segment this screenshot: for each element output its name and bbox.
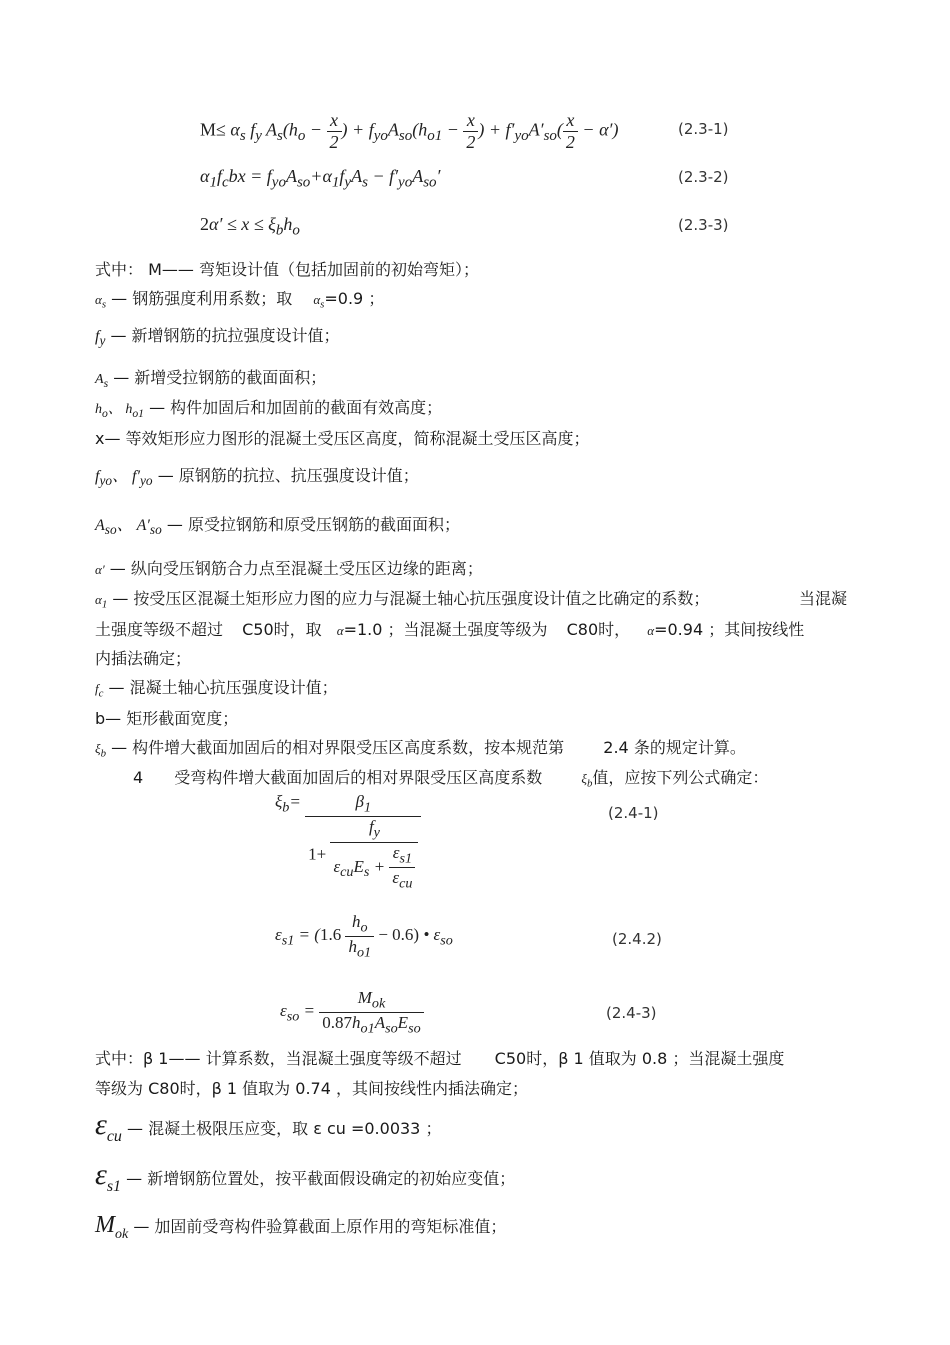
alpha-s-symbol: $\alpha_s$	[313, 292, 325, 311]
definition-b: b— 矩形截面宽度；	[95, 709, 239, 728]
Aso-symbol: $A_{so}$、 $A'_{so}$	[95, 517, 162, 538]
equation-2-4-1: $\xi_b=$ $\beta_1$ 1+ $f_y$ $\varepsilon_{cu}E_s$ + $\frac{\varepsilon_{s1}}{\varepsilon_{cu}}$	[275, 792, 421, 893]
equation-2-4-2: $\varepsilon_{s1} = (1.6$ $\frac{h_o}{h_{o1}}$ − 0.6) • $\varepsilon_{so}$	[275, 912, 453, 961]
definition-es1: $\varepsilon_{s1}$ — 新增钢筋位置处，按平截面假设确定的初始应变值；	[95, 1158, 516, 1195]
equation-number: (2.3-3)	[678, 216, 729, 234]
alpha-prime-symbol: α′	[95, 562, 105, 577]
equation-number: (2.3-1)	[678, 120, 729, 138]
equation-2-4-3: $\varepsilon_{so}$ = $\frac{M_{ok}}{0.87h_{o1}A_{so}E_{so}}$	[280, 988, 424, 1038]
definition-alpha1-line1: $\alpha_1$ — 按受压区混凝土矩形应力图的应力与混凝土轴心抗压强度设计值之比确定的系数；	[95, 589, 710, 611]
equation-number: (2.4-3)	[606, 1004, 657, 1022]
definition-fy: $f_y$ — 新增钢筋的抗拉强度设计值；	[95, 326, 340, 349]
equation-number: (2.4-1)	[608, 804, 659, 822]
item-4: 4 受弯构件增大截面加固后的相对界限受压区高度系数 $\xi_b$值，应按下列公式确定：	[133, 768, 769, 790]
equation-2-3-1: $M\le \alpha_s$ $f_y$ $A_s(h_o$ − $\frac{x}{2}$ ) + $f_{yo}A_{so}(h_{o1}$ − $\frac{x}{2}$ ) + $f'_{yo}A'_{so}$( $\frac{x}{2}$ − α′)	[200, 110, 619, 152]
equation-2-3-2: $\alpha_1f_cbx = f_{yo}A_{so}+\alpha_1f_yA_s - f'_{yo}A_{so}'$	[200, 166, 441, 191]
definition-Mok: $M_{ok}$ — 加固前受弯构件验算截面上原作用的弯矩标准值；	[95, 1212, 507, 1242]
definition-Aso: $A_{so}$、 $A'_{so}$ — 原受拉钢筋和原受压钢筋的截面面积；	[95, 515, 460, 538]
xi-b-symbol: $\xi_b$	[581, 771, 593, 790]
definition-fyo: $f_{yo}$、 $f'_{yo}$ — 原钢筋的抗拉、抗压强度设计值；	[95, 466, 419, 489]
definition-alpha1-line3: 内插法确定；	[95, 649, 192, 668]
definition-beta-line1: 式中：β 1—— 计算系数，当混凝土强度等级不超过 C50时，β 1 值取为 0.8 ；当混凝土强度	[95, 1049, 785, 1068]
definition-alpha1-line1-tail: 当混凝	[799, 589, 848, 608]
Mok-symbol: $M_{ok}$	[95, 1212, 129, 1242]
As-symbol: $A_s$	[95, 372, 109, 390]
fy-symbol: $f_y$	[95, 328, 106, 349]
fc-symbol: $f_c$	[95, 681, 104, 700]
alpha1-symbol: α	[336, 623, 344, 638]
equation-number: (2.4.2)	[612, 930, 662, 948]
alpha1-symbol: $\alpha_1$	[95, 592, 108, 611]
xi-b-symbol: $\xi_b$	[95, 741, 106, 760]
definition-beta-line2: 等级为 C80时，β 1 值取为 0.74 ，其间按线性内插法确定；	[95, 1079, 528, 1098]
definition-fc: $f_c$ — 混凝土轴心抗压强度设计值；	[95, 678, 338, 700]
es1-symbol: $\varepsilon_{s1}$	[95, 1158, 122, 1195]
definition-As: $A_s$ — 新增受拉钢筋的截面面积；	[95, 368, 327, 390]
ho-symbol: $h_o$、 $h_{o1}$	[95, 402, 144, 420]
definition-alpha-prime: α′ — 纵向受压钢筋合力点至混凝土受压区边缘的距离；	[95, 559, 483, 578]
ecu-symbol: $\varepsilon_{cu}$	[95, 1108, 122, 1145]
equation-number: (2.3-2)	[678, 168, 729, 186]
definition-xi-b: $\xi_b$ — 构件增大截面加固后的相对界限受压区高度系数，按本规范第 2.4 条的规定计算。	[95, 738, 746, 760]
fyo-symbol: $f_{yo}$、 $f'_{yo}$	[95, 468, 153, 489]
alpha1-symbol: α	[647, 623, 655, 638]
definition-M: 式中： M—— 弯矩设计值（包括加固前的初始弯矩）；	[95, 260, 479, 279]
definition-alpha1-line2: 土强度等级不超过 C50时，取 α=1.0 ；当混凝土强度等级为 C80时， α=0.94 ；其间按线性	[95, 620, 805, 639]
alpha-s-symbol: $\alpha_s$	[95, 292, 107, 311]
equation-2-3-3: $2\alpha' \le x \le \xi_bh_o$	[200, 214, 300, 239]
definition-ecu: $\varepsilon_{cu}$ — 混凝土极限压应变，取 ε cu =0.0033 ；	[95, 1108, 442, 1145]
definition-x: x— 等效矩形应力图形的混凝土受压区高度，简称混凝土受压区高度；	[95, 429, 590, 448]
definition-alpha-s: $\alpha_s$ — 钢筋强度利用系数；取 $\alpha_s=0.9$ ；	[95, 289, 385, 311]
definition-h: $h_o$、 $h_{o1}$ — 构件加固后和加固前的截面有效高度；	[95, 398, 443, 420]
